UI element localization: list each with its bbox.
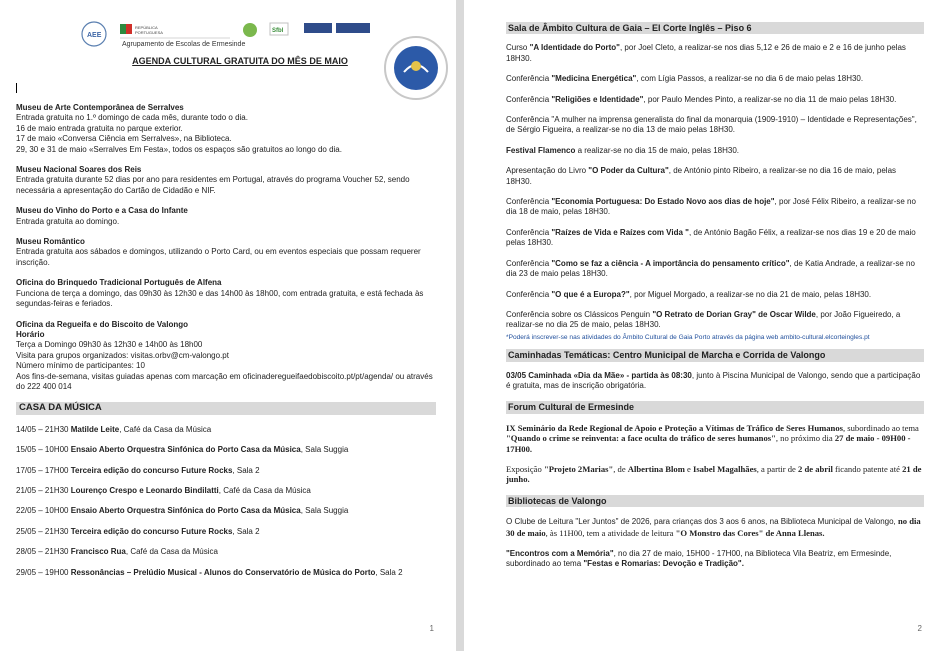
museum-entry [16,165,436,196]
museum-line: Entrada gratuita aos sábados e domingos, utilizando o Porto Card, ou em eventos especiais que possam requerer inscrição. [16,247,421,267]
gaia-event: Festival Flamenco a realizar-se no dia 15 de maio, pelas 18H30. [506,145,740,155]
gaia-event: Curso "A Identidade do Porto", por Joel Cleto, a realizar-se nos dias 5,12 e 26 de maio e 2 e 16 de junho pelas 18H30. [506,43,906,63]
library-heading: Bibliotecas de Valongo [506,495,924,507]
casa-event: 28/05 – 21H30 Francisco Rua, Café da Casa da Música [16,547,218,557]
museum-title: Oficina da Regueifa e do Biscoito de Valongo [16,319,189,329]
page-gutter [456,0,464,651]
museum-entry [16,237,436,268]
page-number: 1 [429,624,434,633]
museums-list [16,103,436,392]
museum-line: Visita para grupos organizados: visitas.orbv@cm-valongo.pt [16,350,229,360]
museum-line: Horário [16,329,45,339]
walk-item: 03/05 Caminhada «Dia da Mãe» - partida às 08:30, junto à Piscina Municipal de Valongo, sendo que a participação é gratuita, mas de inscrição obrigatória. [506,370,921,390]
museum-line: Aos fins-de-semana, visitas guiadas apenas com marcação em oficinaderegueifaedobiscoito.pt/pt/agenda/ ou através do 222 400 014 [16,371,433,391]
page-2 [464,0,938,651]
gaia-event: Conferência "O que é a Europa?", por Miguel Morgado, a realizar-se no dia 21 de maio, pelas 18H30. [506,289,872,299]
casa-event: 14/05 – 21H30 Matilde Leite, Café da Casa da Música [16,424,212,434]
casa-event: 17/05 – 17H00 Terceira edição do concurso Future Rocks, Sala 2 [16,465,260,475]
school-name: Agrupamento de Escolas de Ermesinde [122,41,246,48]
museum-line: Terça a Domingo 09h30 às 12h30 e 14h00 às 18h00 [16,340,203,350]
walk-heading: Caminhadas Temáticas: Centro Municipal de Marcha e Corrida de Valongo [506,349,924,361]
gaia-list [506,43,924,330]
page-2-body [506,22,924,580]
museum-title: Oficina do Brinquedo Tradicional Português de Alfena [16,278,222,288]
library-item-1: O Clube de Leitura "Ler Juntos" de 2026, para crianças dos 3 aos 6 anos, na Biblioteca Municipal de Valongo, no dia 30 de maio, às 11H00, tem a atividade de leitura "O Monstro das Cores" de Anna Llenas. [506,516,921,538]
museum-line: 17 de maio «Conversa Ciência em Serralves», na Biblioteca. [16,134,232,144]
svg-text:AEE: AEE [87,32,102,39]
gaia-event: Conferência "Raízes de Vida e Raízes com Vida ", de António Bagão Félix, a realizar-se nos dias 19 e 20 de maio pelas 18H30. [506,227,916,248]
casa-musica-heading: CASA DA MÚSICA [16,402,436,414]
gaia-event: Conferência "Religiões e Identidade", por Paulo Mendes Pinto, a realizar-se no dia 11 de maio pelas 18H30. [506,94,897,104]
text-cursor [16,83,17,93]
museum-title: Museu de Arte Contemporânea de Serralves [16,103,184,112]
museum-line: 29, 30 e 31 de maio «Serralves Em Festa», todos os espaços são gratuitos ao longo do dia. [16,144,342,154]
svg-text:REPÚBLICA: REPÚBLICA [135,25,158,30]
casa-event: 25/05 – 21H30 Terceira edição do concurso Future Rocks, Sala 2 [16,526,260,536]
museum-line: 16 de maio entrada gratuita no parque exterior. [16,123,183,133]
casa-event: 29/05 – 19H00 Ressonâncias – Prelúdio Musical - Alunos do Conservatório de Música do Porto, Sala 2 [16,567,403,577]
museum-title: Museu Nacional Soares dos Reis [16,165,142,175]
museum-title: Museu do Vinho do Porto e a Casa do Infante [16,206,188,216]
gaia-heading: Sala de Âmbito Cultura de Gaia – El Corte Inglês – Piso 6 [506,22,924,34]
page-number: 2 [917,624,922,633]
page-1 [0,0,456,651]
casa-event: 15/05 – 10H00 Ensaio Aberto Orquestra Sinfónica do Porto Casa da Música, Sala Suggia [16,445,349,455]
page-1-body [16,103,436,588]
museum-entry [16,278,436,309]
museum-line: Funciona de terça a domingo, das 09h30 às 12h30 e das 14h00 às 18h00, com entrada gratuita, e está fechada às segundas-feiras e feriados. [16,288,424,309]
casa-event: 21/05 – 21H30 Lourenço Crespo e Leonardo Bindilatti, Café da Casa da Música [16,485,311,495]
gaia-event: Conferência "A mulher na imprensa generalista do final da monarquia (1909-1910) – Identidade e Representações", de Sérgio Figueira, a realizar-se no dia 13 de maio pelas 18H30. [506,115,917,135]
svg-text:PORTUGUESA: PORTUGUESA [135,30,163,35]
forum-item-1: IX Seminário da Rede Regional de Apoio e Proteção a Vítimas de Tráfico de Seres Humanos, subordinado ao tema "Quando o crime se reinventa: a face oculta do tráfico de seres humanos", no próximo dia 27 de maio - 09H00 - 17H00. [506,422,919,454]
gaia-event: Conferência sobre os Clássicos Penguin "O Retrato de Dorian Gray" de Oscar Wilde, por João Figueiredo, a realizar-se no dia 25 de maio, pelas 18H30. [506,309,901,330]
museum-line: Entrada gratuita ao domingo. [16,216,120,226]
casa-musica-list [16,425,436,578]
library-item-2: "Encontros com a Memória", no dia 27 de maio, 15H00 - 17H00, na Biblioteca Vila Beatriz, em Ermesinde, subordinado ao tema "Festas e Romarias: Devoção e Tradição". [506,549,892,569]
page-title: AGENDA CULTURAL GRATUITA DO MÊS DE MAIO [132,56,348,66]
gaia-event: Conferência "Medicina Energética", com Lígia Passos, a realizar-se no dia 6 de maio pelas 18H30. [506,74,864,84]
forum-item-2: Exposição "Projeto 2Marias", de Albertina Blom e Isabel Magalhães, a partir de 2 de abril ficando patente até 21 de junho. [506,463,922,485]
museum-entry [16,103,436,155]
museum-line: Entrada gratuita durante 52 dias por ano para residentes em Portugal, através do programa Voucher 52, sendo necessária a apresentação do Cartão de Cidadão e NIF. [16,175,410,195]
svg-text:Sfbl: Sfbl [272,28,284,34]
museum-entry [16,206,436,227]
museum-line: Entrada gratuita no 1.º domingo de cada mês, durante todo o dia. [16,113,248,123]
gaia-event: Conferência "Como se faz a ciência - A importância do pensamento crítico", de Katia Andrade, a realizar-se no dia 23 de maio pelas 18H30. [506,258,915,279]
gaia-event: Apresentação do Livro "O Poder da Cultura", de António pinto Ribeiro, a realizar-se no dia 16 de maio, pelas 18H30. [506,166,897,186]
gaia-note: *Poderá inscrever-se nas atividades do Âmbito Cultural de Gaia Porto através da página web ambito-cultural.elcorteingles.pt [506,333,870,341]
gaia-event: Conferência "Economia Portuguesa: Do Estado Novo aos dias de hoje", por José Félix Ribeiro, a realizar-se no dia 18 de maio, pelas 18H30. [506,197,916,217]
museum-line: Número mínimo de participantes: 10 [16,361,145,371]
museum-entry [16,320,436,393]
project-badge-icon [384,36,448,100]
museum-title: Museu Romântico [16,237,85,247]
forum-heading: Forum Cultural de Ermesinde [506,401,924,413]
casa-event: 22/05 – 10H00 Ensaio Aberto Orquestra Sinfónica do Porto Casa da Música, Sala Suggia [16,506,349,516]
